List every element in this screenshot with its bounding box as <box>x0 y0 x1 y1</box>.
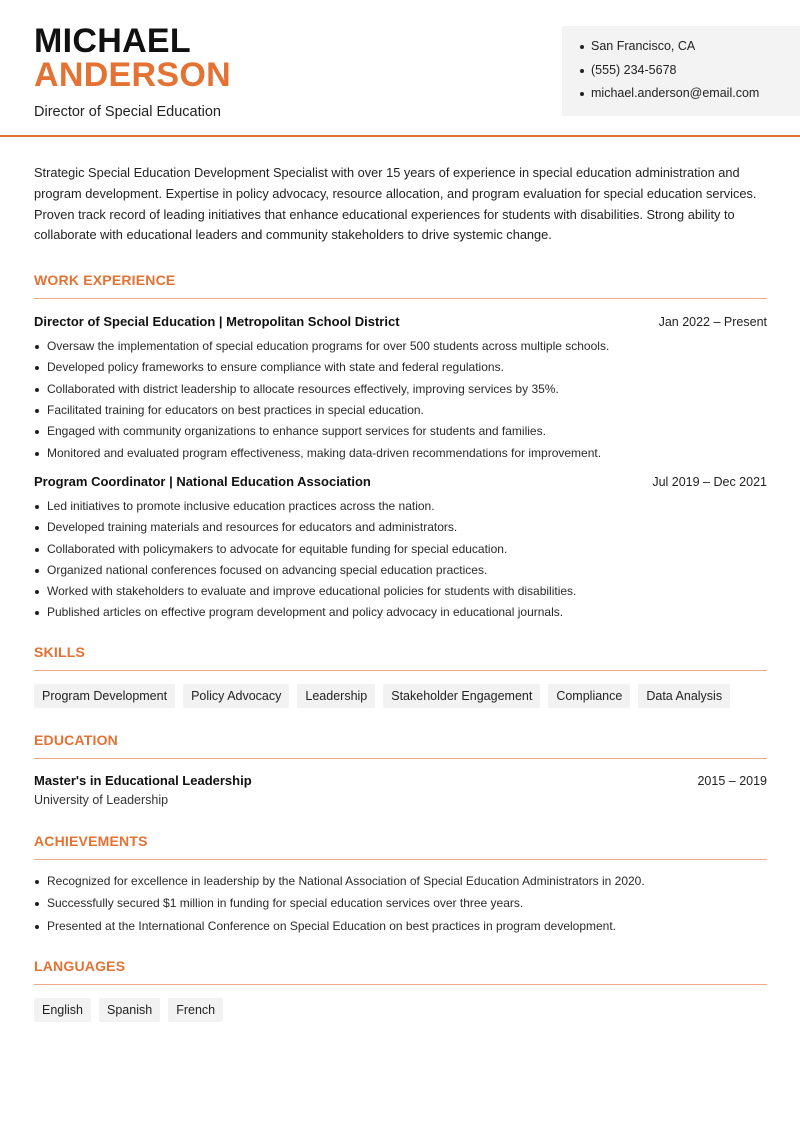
list-item <box>34 360 767 381</box>
list-item <box>34 446 767 467</box>
list-item <box>34 874 767 897</box>
job-role: Program Coordinator | National Education Association <box>34 473 371 489</box>
bullet-icon <box>35 366 39 370</box>
skills-list <box>34 684 767 708</box>
list-item-text: Collaborated with district leadership to allocate resources effectively, improving services by 35%. <box>47 381 559 396</box>
section-title-education: EDUCATION <box>34 732 767 759</box>
language-tag: French <box>168 998 223 1022</box>
bullet-icon <box>35 569 39 573</box>
bullet-icon <box>35 430 39 434</box>
bullet-icon <box>35 880 39 884</box>
last-name: ANDERSON <box>34 56 231 94</box>
list-item-text: Oversaw the implementation of special education programs for over 500 students across multiple schools. <box>47 339 610 354</box>
bullet-icon <box>35 526 39 530</box>
education-section <box>34 732 767 807</box>
bullet-icon <box>35 925 39 929</box>
resume-header <box>0 0 800 137</box>
summary: Strategic Special Education Development Specialist with over 15 years of experience in special education administration and program development. Expertise in policy advocacy, resource allocation, and program evaluation for special education services. Proven track record of leading initiatives that enhance educational experiences for students with disabilities. Strong ability to collaborate with educational leaders and community stakeholders to drive systemic change. <box>34 165 757 243</box>
education-entry <box>34 773 767 807</box>
list-item <box>34 542 767 563</box>
list-item <box>34 584 767 605</box>
achievements-list <box>34 874 767 942</box>
list-item-text: Worked with stakeholders to evaluate and improve educational policies for students with disabilities. <box>47 584 577 599</box>
education-dates: 2015 – 2019 <box>697 773 767 788</box>
job-bullets <box>34 499 767 627</box>
list-item-text: Presented at the International Conference on Special Education on best practices in program development. <box>47 918 617 933</box>
list-item-text: Engaged with community organizations to enhance support services for students and families. <box>47 424 546 439</box>
list-item <box>34 403 767 424</box>
list-item <box>34 424 767 445</box>
job-entry <box>34 474 767 627</box>
list-item <box>34 520 767 541</box>
skill-tag: Compliance <box>548 684 630 708</box>
languages-section <box>34 958 767 1022</box>
resume-body <box>34 163 767 1022</box>
school-name: University of Leadership <box>34 792 169 807</box>
section-title-skills: SKILLS <box>34 644 767 671</box>
list-item <box>34 563 767 584</box>
bullet-icon <box>35 505 39 509</box>
list-item <box>34 896 767 919</box>
language-tag: Spanish <box>99 998 160 1022</box>
job-header <box>34 314 767 329</box>
list-item-text: Organized national conferences focused on advancing special education practices. <box>47 562 488 577</box>
list-item-text: Developed training materials and resources for educators and administrators. <box>47 520 458 535</box>
job-bullets <box>34 339 767 467</box>
bullet-icon <box>35 548 39 552</box>
section-title-achievements: ACHIEVEMENTS <box>34 833 767 860</box>
list-item-text: Developed policy frameworks to ensure compliance with state and federal regulations. <box>47 360 504 375</box>
bullet-icon <box>35 590 39 594</box>
bullet-icon <box>35 452 39 456</box>
job-header <box>34 474 767 489</box>
job-entry <box>34 314 767 467</box>
list-item-text: Monitored and evaluated program effectiveness, making data-driven recommendations for improvement. <box>47 445 602 460</box>
job-dates: Jan 2022 – Present <box>658 315 767 330</box>
list-item-text: Recognized for excellence in leadership by the National Association of Special Education Administrators in 2020. <box>47 873 645 888</box>
bullet-icon <box>35 409 39 413</box>
list-item <box>34 339 767 360</box>
bullet-icon <box>580 69 584 73</box>
email-text: michael.anderson@email.com <box>591 86 760 100</box>
skill-tag: Data Analysis <box>638 684 730 708</box>
degree: Master's in Educational Leadership <box>34 772 252 788</box>
location-text: San Francisco, CA <box>591 39 696 53</box>
bullet-icon <box>580 92 584 96</box>
education-header <box>34 773 767 788</box>
list-item <box>34 919 767 942</box>
bullet-icon <box>35 345 39 349</box>
first-name: MICHAEL <box>34 22 191 60</box>
job-dates: Jul 2019 – Dec 2021 <box>652 474 767 489</box>
list-item-text: Collaborated with policymakers to advocate for equitable funding for special education. <box>47 541 508 556</box>
list-item <box>34 605 767 626</box>
list-item-text: Led initiatives to promote inclusive education practices across the nation. <box>47 498 435 513</box>
list-item <box>34 382 767 403</box>
job-role: Director of Special Education | Metropolitan School District <box>34 314 400 330</box>
section-title-work: WORK EXPERIENCE <box>34 272 767 299</box>
list-item-text: Published articles on effective program development and policy advocacy in educational journals. <box>47 605 564 620</box>
list-item-text: Successfully secured $1 million in funding for special education services over three years. <box>47 896 524 911</box>
skill-tag: Policy Advocacy <box>183 684 289 708</box>
name-block <box>34 22 231 120</box>
skill-tag: Program Development <box>34 684 175 708</box>
section-title-languages: LANGUAGES <box>34 958 767 985</box>
contact-email <box>580 86 800 110</box>
bullet-icon <box>35 611 39 615</box>
work-section <box>34 272 767 627</box>
bullet-icon <box>35 388 39 392</box>
contact-box <box>562 26 800 116</box>
list-item <box>34 499 767 520</box>
skill-tag: Leadership <box>297 684 375 708</box>
contact-phone <box>580 63 800 87</box>
phone-text: (555) 234-5678 <box>591 62 677 77</box>
achievements-section <box>34 833 767 942</box>
bullet-icon <box>580 45 584 49</box>
language-tag: English <box>34 998 91 1022</box>
languages-list <box>34 998 767 1022</box>
skill-tag: Stakeholder Engagement <box>383 684 540 708</box>
contact-location <box>580 39 800 63</box>
bullet-icon <box>35 902 39 906</box>
skills-section <box>34 644 767 708</box>
job-title: Director of Special Education <box>34 104 221 120</box>
list-item-text: Facilitated training for educators on best practices in special education. <box>47 403 424 418</box>
